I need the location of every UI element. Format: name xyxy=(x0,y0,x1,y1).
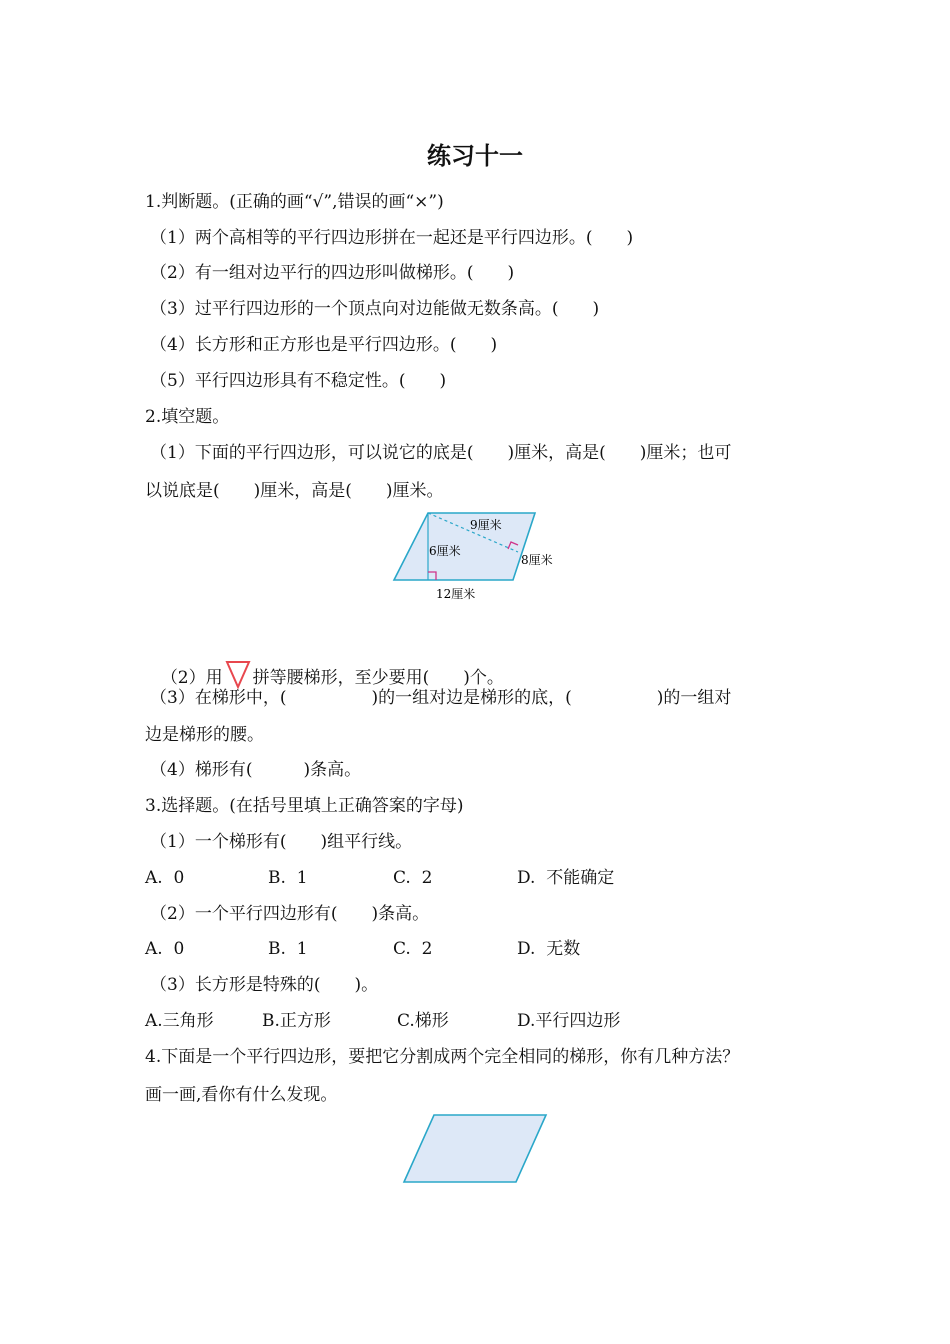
q4-line1: 4.下面是一个平行四边形，要把它分割成两个完全相同的梯形，你有几种方法？ xyxy=(145,1047,740,1067)
q1-heading: 1.判断题。(正确的画“√”,错误的画“×”) xyxy=(145,192,444,212)
q3-sub1-option-c: C. 2 xyxy=(393,868,433,888)
q2-item2-suffix: 拼等腰梯形，至少要用( )个。 xyxy=(252,668,504,688)
label-height: 6厘米 xyxy=(429,544,461,558)
q3-sub2-option-b: B. 1 xyxy=(268,939,308,959)
q1-item-5: （5）平行四边形具有不稳定性。( ) xyxy=(150,371,447,391)
q1-item-4: （4）长方形和正方形也是平行四边形。( ) xyxy=(150,335,498,355)
q2-item2-prefix: （2）用 xyxy=(160,668,223,688)
q1-item-2: （2）有一组对边平行的四边形叫做梯形。( ) xyxy=(150,263,515,283)
parallelogram-blank-shape xyxy=(404,1115,546,1182)
q3-sub2-stem: （2）一个平行四边形有( )条高。 xyxy=(150,904,430,924)
q2-heading: 2.填空题。 xyxy=(145,407,230,427)
parallelogram-blank-figure xyxy=(398,1110,554,1188)
q3-sub2-option-c: C. 2 xyxy=(393,939,433,959)
q3-sub3-option-d: D.平行四边形 xyxy=(517,1011,621,1031)
q3-sub2-option-a: A. 0 xyxy=(145,939,185,959)
q3-sub2-option-d: D. 无数 xyxy=(517,939,581,959)
triangle-icon xyxy=(225,659,251,689)
q1-item-1: （1）两个高相等的平行四边形拼在一起还是平行四边形。( ) xyxy=(150,228,634,248)
parallelogram-shape xyxy=(394,513,535,580)
page-title: 练习十一 xyxy=(427,142,523,170)
q3-sub3-stem: （3）长方形是特殊的( )。 xyxy=(150,975,379,995)
q3-heading: 3.选择题。(在括号里填上正确答案的字母) xyxy=(145,796,464,816)
label-side: 8厘米 xyxy=(521,553,553,567)
q2-item1-line2: 以说底是( )厘米，高是( )厘米。 xyxy=(145,481,444,501)
q3-sub3-option-b: B.正方形 xyxy=(262,1011,331,1031)
q2-item3-line2: 边是梯形的腰。 xyxy=(145,725,264,745)
label-base: 12厘米 xyxy=(436,587,476,601)
q2-item4: （4）梯形有( )条高。 xyxy=(150,760,362,780)
q2-item2 xyxy=(150,637,504,689)
q2-item3-line1: （3）在梯形中，( )的一组对边是梯形的底，( )的一组对 xyxy=(150,688,732,708)
q4-line2: 画一画,看你有什么发现。 xyxy=(145,1085,338,1105)
parallelogram-figure xyxy=(380,505,580,605)
q1-item-3: （3）过平行四边形的一个顶点向对边能做无数条高。( ) xyxy=(150,299,600,319)
q3-sub1-option-a: A. 0 xyxy=(145,868,185,888)
label-top: 9厘米 xyxy=(470,518,502,532)
q3-sub1-option-d: D. 不能确定 xyxy=(517,868,615,888)
q3-sub3-option-c: C.梯形 xyxy=(397,1011,449,1031)
q3-sub1-option-b: B. 1 xyxy=(268,868,308,888)
q2-item1-line1: （1）下面的平行四边形，可以说它的底是( )厘米，高是( )厘米；也可 xyxy=(150,443,732,463)
q3-sub3-option-a: A.三角形 xyxy=(145,1011,214,1031)
q3-sub1-stem: （1）一个梯形有( )组平行线。 xyxy=(150,832,413,852)
